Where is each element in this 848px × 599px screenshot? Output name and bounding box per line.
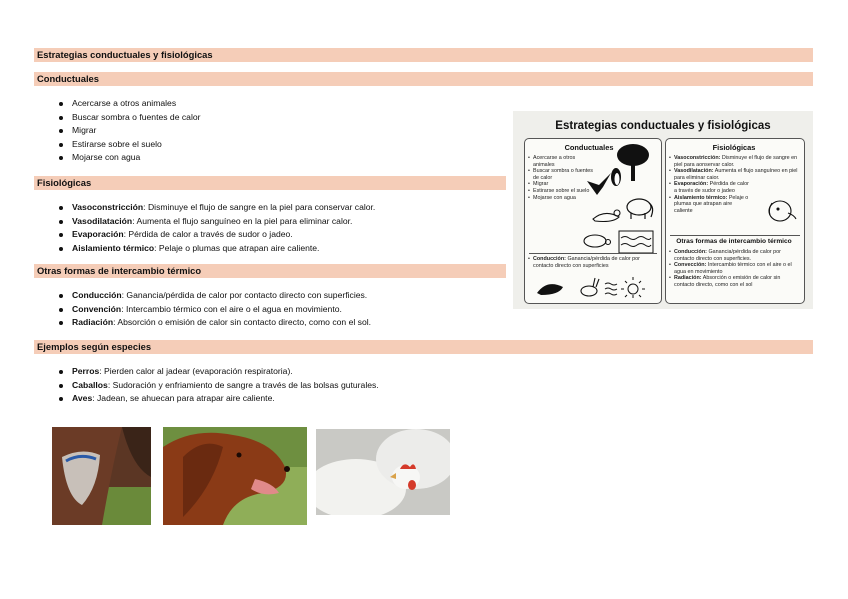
chicken-photo: [316, 429, 450, 515]
otras-heading-bar: [34, 264, 506, 278]
ejemplos-heading: Ejemplos según especies: [37, 341, 152, 352]
list-item: Vasodilatación: Aumenta el flujo sanguíneo en la piel para eliminar calor.: [56, 215, 375, 229]
list-item: • Vasodilatación: Aumenta el flujo sanguíneo en piel para eliminar caior.: [669, 168, 801, 181]
infographic-image: [513, 111, 813, 309]
list-item: Evaporación: Pérdida de calor a través de sudor o jadeo.: [56, 228, 375, 242]
rabbit-icon: [581, 278, 599, 296]
bird-icon: [587, 173, 611, 195]
main-title: Estrategias conductuales y fisiológicas: [37, 49, 213, 60]
conductuales-heading-bar: [34, 72, 813, 86]
conductuales-list: [56, 97, 201, 165]
infographic-fisiologicas-heading: Fisiológicas: [712, 143, 756, 152]
infographic-divider: [670, 235, 800, 236]
ejemplos-heading-bar: [34, 340, 813, 354]
list-item: Radiación: Absorción o emisión de calor sin contacto directo, como con el sol.: [56, 316, 371, 330]
list-item: Aislamiento térmico: Pelaje o plumas que atrapan aire caliente.: [56, 242, 375, 256]
list-item: • Vasoconstricción: Disminuye el flujo de sangre en piel para aonservar calor.: [669, 155, 801, 168]
lying-animal-icon: [593, 210, 620, 222]
infographic-conductuales-box: [524, 138, 662, 304]
list-item: • Convección: Intercambio térmico con el aire o el agua en movimiento: [669, 262, 801, 275]
fisiologicas-heading-bar: [34, 176, 506, 190]
list-item: Convención: Intercambio térmico con el aire o el agua en movimiento.: [56, 303, 371, 317]
tree-icon: [617, 144, 649, 181]
infographic-otras-list: [669, 249, 801, 289]
heat-waves-icon: [605, 283, 617, 295]
skunk-icon: [537, 284, 563, 295]
list-item: • Conducción: Ganancia/pérdida de calor por contacto directo con superficies.: [669, 249, 801, 262]
infographic-title: Estrategias conductuales y fisiológicas: [555, 120, 771, 132]
fisiologicas-list: [56, 201, 375, 255]
penguin-icon: [611, 168, 621, 186]
dog-photo: [163, 427, 307, 525]
horse-photo: [52, 427, 151, 525]
fisiologicas-heading: Fisiológicas: [37, 177, 92, 188]
conductuales-heading: Conductuales: [37, 73, 99, 84]
list-item: Estirarse sobre el suelo: [56, 138, 201, 152]
list-item: Buscar sombra o fuentes de calor: [56, 111, 201, 125]
infographic-otras-heading: Otras formas de intercambio térmico: [676, 238, 792, 245]
otras-heading: Otras formas de intercambio térmico: [37, 265, 202, 276]
water-icon: [619, 231, 653, 253]
list-item: • Buscar sombra o fuentes de calor: [528, 168, 594, 181]
list-item: Perros: Pierden calor al jadear (evaporación respiratoria).: [56, 365, 379, 379]
ejemplos-list: [56, 365, 379, 406]
otras-list: [56, 289, 371, 330]
infographic-conductuales-heading: Conductuales: [564, 143, 614, 152]
list-item: Mojarse con agua: [56, 151, 201, 165]
elephant-icon: [627, 199, 653, 219]
infographic-conduccion: [528, 256, 656, 269]
list-item: Caballos: Sudoración y enfriamiento de sangre a través de las bolsas guturales.: [56, 379, 379, 393]
list-item: • Mojarse con agua: [528, 195, 594, 202]
list-item: Migrar: [56, 124, 201, 138]
list-item: Aves: Jadean, se ahuecan para atrapar aire caliente.: [56, 392, 379, 406]
main-title-bar: [34, 48, 813, 62]
sun-icon: [621, 277, 645, 298]
animal-illustrations: [583, 143, 661, 261]
infographic-divider: [529, 253, 657, 254]
infographic-fisiologicas-box: [665, 138, 805, 304]
list-item: Conducción: Ganancia/pérdida de calor por contacto directo con superficies.: [56, 289, 371, 303]
dog-icon: [766, 195, 800, 225]
list-item: • Acercarse a otros animales: [528, 155, 594, 168]
conduction-illustrations: [533, 275, 653, 299]
list-item: • Migrar: [528, 181, 594, 188]
list-item: • Estirarse sobre el suelo: [528, 188, 594, 195]
list-item: • Radiación: Absorción o emisión de calor sin contacto directo, como con el sol: [669, 275, 801, 288]
list-item: • Aislamiento térmico: Pelaje o plumas que atrapan aire caliente: [669, 195, 752, 215]
turtle-icon: [584, 235, 611, 247]
list-item: • Evaporación: Pérdida de calor a través de sudor o jadeo: [669, 181, 752, 194]
list-item: Acercarse a otros animales: [56, 97, 201, 111]
list-item: • Conducción: Ganancia/pérdida de calor por contacto directo con superficies: [528, 256, 656, 269]
list-item: Vasoconstricción: Disminuye el flujo de sangre en la piel para conservar calor.: [56, 201, 375, 215]
